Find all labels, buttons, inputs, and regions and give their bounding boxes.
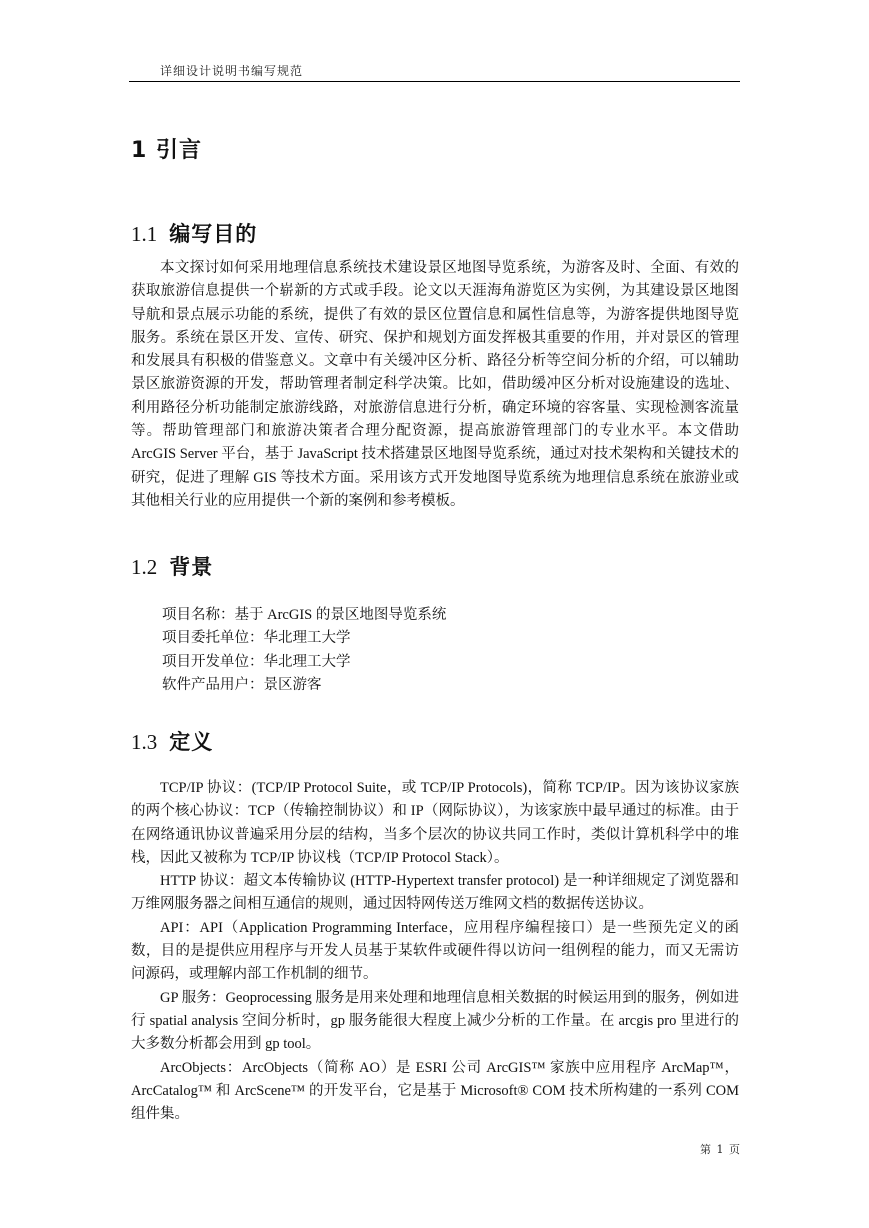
chapter-heading: 1 引言 xyxy=(131,138,202,163)
section-title: 定义 xyxy=(169,730,214,754)
definition-gp-service: GP 服务：Geoprocessing 服务是用来处理和地理信息相关数据的时候运用到的服务，例如进行 spatial analysis 空间分析时，gp 服务能很大程度上减少分析的工作量。在 arcgis pro 里进行的大多数分析都会用到 gp tool。 xyxy=(131,989,739,1053)
list-item: 项目委托单位：华北理工大学 xyxy=(162,630,351,647)
section-title: 背景 xyxy=(169,555,214,579)
definition-tcpip: TCP/IP 协议：(TCP/IP Protocol Suite，或 TCP/IP Protocols)，简称 TCP/IP。因为该协议家族的两个核心协议：TCP（传输控制协议）和 IP（网际协议），为该家族中最早通过的标准。由于在网络通讯协议普遍采用分层的结构，当多个层次的协议共同工作时，类似计算机科学中的堆栈，因此又被称为 TCP/IP 协议栈（TCP/IP Protocol Stack）。 xyxy=(131,780,739,866)
running-header: 详细设计说明书编写规范 xyxy=(160,64,304,78)
section-number: 1.1 xyxy=(131,222,158,246)
header-divider xyxy=(129,81,740,82)
definitions-block xyxy=(131,777,739,1126)
definition-api: API：API（Application Programming Interface，应用程序编程接口）是一些预先定义的函数，目的是提供应用程序与开发人员基于某软件或硬件得以访问一组例程的能力，而又无需访问源码，或理解内部工作机制的细节。 xyxy=(131,919,739,983)
list-item: 项目名称：基于 ArcGIS 的景区地图导览系统 xyxy=(162,607,447,623)
background-list xyxy=(162,604,446,697)
section-heading-1-3 xyxy=(131,726,213,756)
section-title: 编写目的 xyxy=(169,222,258,246)
list-item: 软件产品用户：景区游客 xyxy=(162,676,322,693)
definition-http: HTTP 协议：超文本传输协议 (HTTP-Hypertext transfer protocol) 是一种详细规定了浏览器和万维网服务器之间相互通信的规则，通过因特网传送万维网文档的数据传送协议。 xyxy=(131,873,739,913)
section-number: 1.2 xyxy=(131,555,158,579)
section-number: 1.3 xyxy=(131,730,158,754)
section-heading-1-1 xyxy=(131,218,257,248)
section-heading-1-2 xyxy=(131,551,213,581)
page-number: 第 1 页 xyxy=(700,1143,741,1156)
purpose-paragraph: 本文探讨如何采用地理信息系统技术建设景区地图导览系统，为游客及时、全面、有效的获取旅游信息提供一个崭新的方式或手段。论文以天涯海角游览区为实例，为其建设景区地图导航和景点展示功能的系统，提供了有效的景区位置信息和属性信息等，为游客提供地图导览服务。系统在景区开发、宣传、研究、保护和规划方面发挥极其重要的作用，并对景区的管理和发展具有积极的借鉴意义。文章中有关缓冲区分析、路径分析等空间分析的介绍，可以辅助景区旅游资源的开发，帮助管理者制定科学决策。比如，借助缓冲区分析对设施建设的选址、利用路径分析功能制定旅游线路，对旅游信息进行分析，确定环境的容客量、实现检测客流量等。帮助管理部门和旅游决策者合理分配资源，提高旅游管理部门的专业水平。本文借助 ArcGIS Server 平台，基于 JavaScript 技术搭建景区地图导览系统，通过对技术架构和关键技术的研究，促进了理解 GIS 等技术方面。采用该方式开发地图导览系统为地理信息系统在旅游业或其他相关行业的应用提供一个新的案例和参考模板。 xyxy=(131,260,739,509)
definition-arcobjects: ArcObjects：ArcObjects（简称 AO）是 ESRI 公司 ArcGIS™ 家族中应用程序 ArcMap™，ArcCatalog™ 和 ArcScene™ 的开发平台，它是基于 Microsoft® COM 技术所构建的一系列 COM 组件集。 xyxy=(131,1059,739,1123)
list-item: 项目开发单位：华北理工大学 xyxy=(162,653,351,670)
